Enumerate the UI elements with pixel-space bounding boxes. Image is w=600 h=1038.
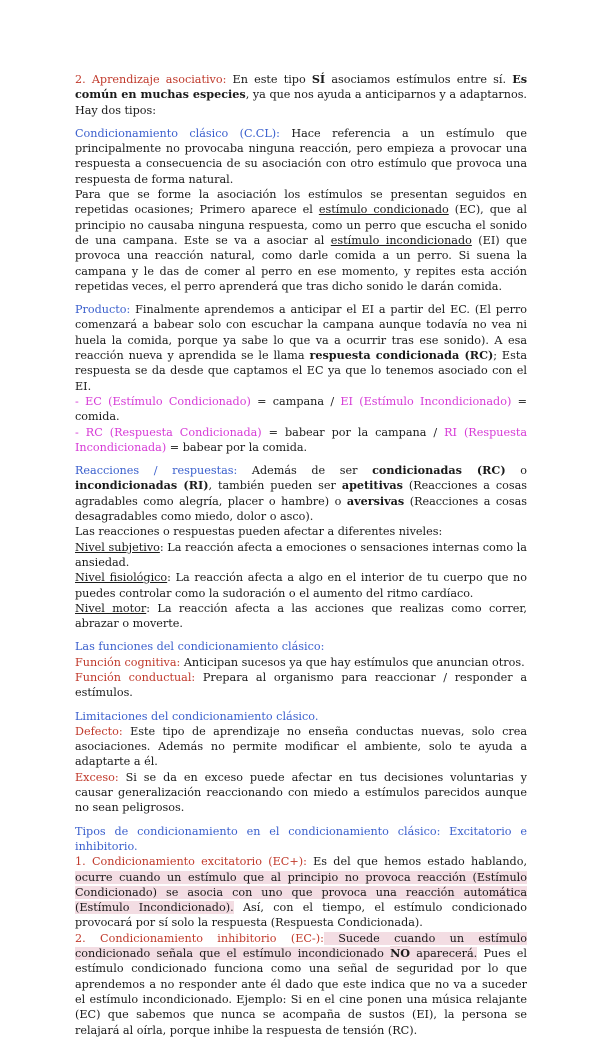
heading-aprendizaje-asociativo: 2. Aprendizaje asociativo: <box>75 73 227 86</box>
level-motor: Nivel motor: La reacción afecta a las acciones que realizas como correr, abrazar o moverte. <box>75 601 527 631</box>
funcion-conductual: Función conductual: Prepara al organismo para reaccionar / responder a estímulos. <box>75 670 527 700</box>
label-producto: Producto: <box>75 303 131 317</box>
levels-intro: Las reacciones o respuestas pueden afectar a diferentes niveles: <box>75 525 443 539</box>
label-reacciones: Reacciones / respuestas: <box>75 464 238 478</box>
limitacion-exceso: Exceso: Si se da en exceso puede afectar en tus decisiones voluntarias y causar generalización reaccionando con miedo a estímulos parecidos aunque no sean peligrosos. <box>75 770 527 815</box>
line-ec-ei: - EC (Estímulo Condicionado) = campana / EI (Estímulo Incondicionado) = comida. <box>75 394 527 424</box>
paragraph-asociacion: Para que se forme la asociación los estímulos se presentan seguidos en repetidas ocasiones; Primero aparece el estímulo condicionado (EC), que al principio no causaba ninguna respuesta, como un perro que escucha el sonido de una campana. Este se va a asociar al estímulo incondicionado (EI) que provoca una reacción natural, como darle comida a un perro. Si suena la campana y le das de comer al perro en ese momento, y repites esta acción repetidas veces, el perro aprenderá que tras dicho sonido le darán comida. <box>75 188 528 293</box>
level-subjetivo: Nivel subjetivo: La reacción afecta a emociones o sensaciones internas como la ansiedad. <box>75 540 527 569</box>
tipo-inhibitorio: 2. Condicionamiento inhibitorio (EC-): Sucede cuando un estímulo condicionado señala que el estímulo incondicionado NO aparecerá. Pues el estímulo condicionado funciona como una señal de seguridad por lo que aprendemos a no responder ante él dado que este indica que no va a suceder el estímulo incondicionado. Ejemplo: Si en el cine ponen una música relajante (EC) que sabemos que nunca se acompaña de sustos (EI), la persona se relajará al oírla, porque inhibe la respuesta de tensión (RC). <box>75 931 527 1037</box>
heading-tipos: Tipos de condicionamiento en el condicionamiento clásico: Excitatorio e inhibitorio. <box>75 824 527 853</box>
tipo-excitatorio: 1. Condicionamiento excitatorio (EC+): Es del que hemos estado hablando, ocurre cuando un estímulo que al principio no provoca reacción (Estímulo Condicionado) se asocia con uno que provoca una reacción automática (Estímulo Incondicionado). Así, con el tiempo, el estímulo condicionado provocará por sí solo la respuesta (Respuesta Condicionada). <box>75 855 528 930</box>
paragraph-reacciones: Reacciones / respuestas: Además de ser condicionadas (RC) o incondicionadas (RI), también pueden ser apetitivas (Reacciones a cosas agradables como alegría, placer o hambre) o aversivas (Reacciones a cosas desagradables como miedo, dolor o asco). <box>75 463 528 524</box>
funcion-cognitiva: Función cognitiva: Anticipan sucesos ya que hay estímulos que anuncian otros. <box>75 655 525 669</box>
line-rc-ri: - RC (Respuesta Condicionada) = babear por la campana / RI (Respuesta Incondicionada) = babear por la comida. <box>75 425 527 454</box>
section-asociativo: 2. Aprendizaje asociativo: En este tipo SÍ asociamos estímulos entre sí. Es común en muchas especies, ya que nos ayuda a anticiparnos y a adaptarnos. Hay dos tipos: <box>75 72 528 117</box>
paragraph-condicionamiento-clasico: Condicionamiento clásico (C.CL): Hace referencia a un estímulo que principalmente no provocaba ninguna reacción, pero empieza a provocar una respuesta a consecuencia de su asociación con otro estímulo que provoca una respuesta de forma natural. <box>75 126 527 186</box>
heading-funciones: Las funciones del condicionamiento clásico: <box>75 640 325 654</box>
limitacion-defecto: Defecto: Este tipo de aprendizaje no enseña conductas nuevas, solo crea asociaciones. Además no permite modificar el ambiente, solo te ayuda a adaptarte a él. <box>75 724 527 769</box>
label-condicionamiento-clasico: Condicionamiento clásico (C.CL): <box>75 126 280 140</box>
document-page <box>75 72 527 1038</box>
heading-limitaciones: Limitaciones del condicionamiento clásico. <box>75 709 319 723</box>
level-fisiologico: Nivel fisiológico: La reacción afecta a algo en el interior de tu cuerpo que no puedes controlar como la sudoración o el aumento del ritmo cardíaco. <box>75 571 528 600</box>
paragraph-producto: Producto: Finalmente aprendemos a anticipar el EI a partir del EC. (El perro comenzará a babear solo con escuchar la campana aunque todavía no vea ni huela la comida, porque ya sabe lo que va a ocurrir tras ese sonido). A esa reacción nueva y aprendida se le llama respuesta condicionada (RC); Esta respuesta se da desde que captamos el EC ya que lo tenemos asociado con el EI. <box>75 303 527 393</box>
